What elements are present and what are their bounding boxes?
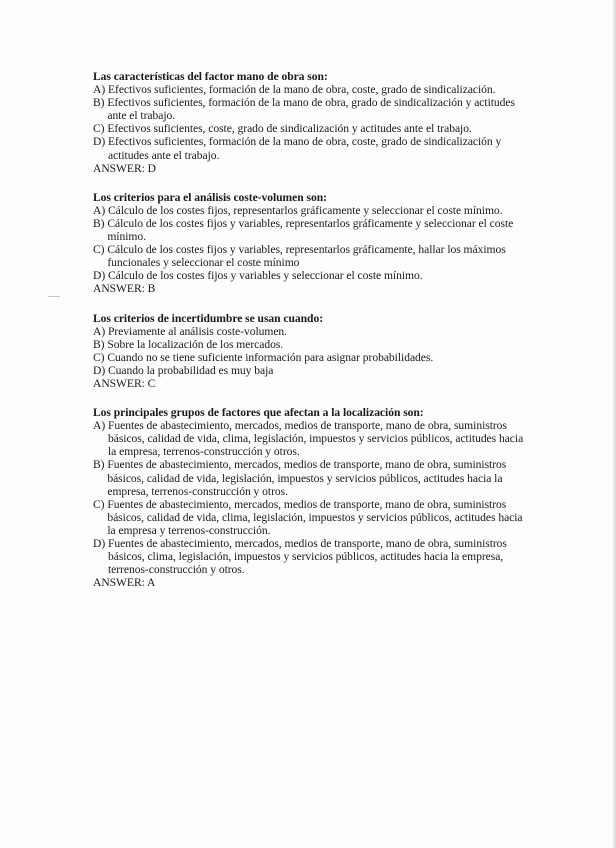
option-text: Efectivos suficientes, formación de la mano de obra, grado de sindicalización y actitudes ante el trabajo. [107, 96, 515, 123]
option-c [93, 498, 533, 537]
option-text: Fuentes de abastecimiento, mercados, medios de transporte, mano de obra, suministros básicos, calidad de vida, clima, legislación, impuestos y servicios públicos, actitudes hacia la empresa, terrenos-construcción y otros. [107, 419, 524, 459]
option-letter: C) [93, 350, 108, 364]
option-text: Previamente al análisis coste-volumen. [107, 324, 288, 338]
question-title: Los principales grupos de factores que afectan a la localización son: [93, 406, 424, 420]
option-letter: B) [93, 96, 108, 110]
answer-key: ANSWER: B [93, 282, 156, 296]
option-letter: D) [93, 269, 108, 283]
option-a [93, 83, 533, 96]
option-text: Efectivos suficientes, formación de la mano de obra, coste, grado de sindicalización y actitudes ante el trabajo. [107, 135, 502, 162]
option-letter: A) [93, 203, 108, 217]
option-text: Fuentes de abastecimiento, mercados, medios de transporte, mano de obra, suministros básicos, clima, legislación, impuestos y servicios públicos, actitudes hacia la empresa, terrenos-construcción y otros. [107, 537, 507, 577]
option-b [93, 338, 533, 351]
question-1 [93, 70, 533, 175]
option-d [93, 135, 533, 161]
option-letter: A) [93, 324, 108, 338]
option-text: Efectivos suficientes, formación de la mano de obra, coste, grado de sindicalización. [107, 83, 496, 97]
option-letter: B) [93, 216, 108, 230]
option-d [93, 269, 533, 282]
option-text: Fuentes de abastecimiento, mercados, medios de transporte, mano de obra, suministros básicos, calidad de vida, legislación, impuestos y servicios públicos, actitudes hacia la empresa, terrenos-construcción y otros. [107, 458, 507, 498]
option-letter: D) [93, 537, 108, 550]
option-d [93, 537, 533, 576]
option-text: Sobre la localización de los mercados. [107, 337, 284, 351]
option-letter: B) [93, 458, 108, 472]
option-d [93, 364, 533, 377]
option-text: Cálculo de los costes fijos, representarlos gráficamente y seleccionar el coste mínimo. [107, 203, 503, 217]
option-a [93, 204, 533, 217]
option-text: Cuando no se tiene suficiente información para asignar probabilidades. [107, 350, 434, 364]
option-letter: C) [93, 243, 108, 257]
option-text: Cálculo de los costes fijos y variables, representarlos gráficamente, hallar los máximos funcionales y seleccionar el coste mínimo [107, 243, 506, 270]
option-letter: C) [93, 497, 108, 511]
option-b [93, 458, 533, 497]
option-letter: A) [93, 83, 108, 97]
option-letter: D) [93, 363, 108, 377]
question-title: Los criterios para el análisis coste-volumen son: [93, 190, 327, 204]
option-letter: C) [93, 122, 108, 136]
option-c [93, 122, 533, 135]
option-a [93, 419, 533, 458]
option-text: Efectivos suficientes, coste, grado de sindicalización y actitudes ante el trabajo. [107, 122, 472, 136]
question-title: Las características del factor mano de obra son: [93, 70, 328, 83]
option-b [93, 96, 533, 122]
question-3 [93, 312, 533, 391]
option-text: Cuando la probabilidad es muy baja [107, 363, 274, 377]
document-body [93, 70, 533, 605]
option-text: Fuentes de abastecimiento, mercados, medios de transporte, mano de obra, suministros básicos, calidad de vida, clima, legislación, impuestos y servicios públicos, actitudes hacia la empresa y terrenos-construcción. [107, 497, 523, 537]
question-title: Los criterios de incertidumbre se usan cuando: [93, 311, 324, 325]
option-letter: D) [93, 135, 108, 149]
option-text: Cálculo de los costes fijos y variables y seleccionar el coste mínimo. [107, 269, 423, 283]
option-text: Cálculo de los costes fijos y variables, representarlos gráficamente y seleccionar el coste mínimo. [107, 216, 514, 244]
option-c [93, 351, 533, 364]
question-4 [93, 406, 533, 589]
answer-key: ANSWER: C [93, 376, 156, 390]
answer-key: ANSWER: A [93, 576, 156, 590]
scan-mark [48, 296, 60, 297]
option-b [93, 217, 533, 243]
option-a [93, 325, 533, 338]
option-c [93, 243, 533, 269]
answer-key: ANSWER: D [93, 161, 156, 175]
question-2 [93, 191, 533, 296]
option-letter: B) [93, 337, 108, 351]
option-letter: A) [93, 419, 108, 433]
